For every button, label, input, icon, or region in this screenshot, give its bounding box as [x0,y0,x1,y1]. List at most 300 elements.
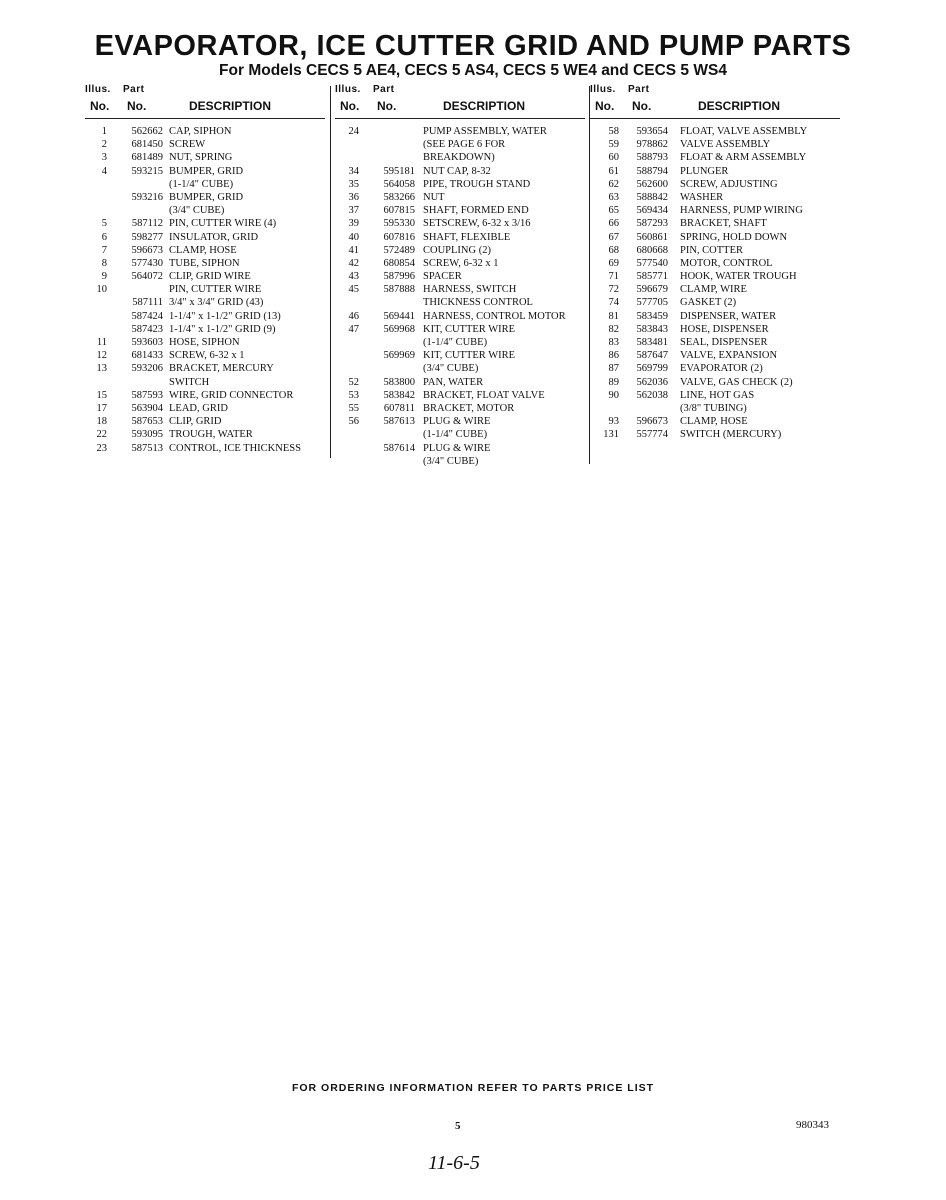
part-number: 587647 [636,350,668,362]
table-row [85,323,325,336]
table-row [85,376,325,389]
part-description: TUBE, SIPHON [169,257,240,269]
illus-number: 59 [608,139,619,151]
part-description: NUT, SPRING [169,152,233,164]
part-number: 562600 [636,178,668,190]
table-row [85,310,325,323]
part-description: CLAMP, HOSE [680,416,748,428]
table-row [335,389,585,402]
part-no-header: No. [632,99,652,113]
table-row [85,165,325,178]
part-description: (1-1/4" CUBE) [169,178,234,190]
illus-number: 3 [101,152,107,164]
part-number: 587293 [636,218,668,230]
table-row [590,125,840,138]
table-row [590,257,840,270]
table-row [85,231,325,244]
part-number: 587996 [383,271,415,283]
part-description: PIN, CUTTER WIRE (4) [169,218,277,230]
part-header: Part [123,84,145,95]
part-description: HOSE, DISPENSER [680,323,769,335]
part-no-header: No. [127,99,147,113]
illus-number: 46 [348,310,359,322]
table-row [85,191,325,204]
illus-number: 56 [348,416,359,428]
illus-number: 60 [608,152,619,164]
illus-number: 45 [348,284,359,296]
handwritten-note: 11-6-5 [428,1152,480,1174]
part-description: DISPENSER, WATER [680,310,777,322]
part-description: LEAD, GRID [169,402,228,414]
part-number: 585771 [636,271,668,283]
part-number: 587593 [131,389,163,401]
illus-number: 1 [101,126,107,137]
table-row [85,257,325,270]
part-number: 564058 [383,178,415,190]
table-row [335,165,585,178]
illus-header: Illus. [590,84,616,95]
part-number: 562036 [636,376,668,388]
illus-number: 35 [348,178,359,190]
table-row [335,244,585,257]
part-number: 587888 [383,284,415,296]
parts-list [335,125,585,468]
part-description: KIT, CUTTER WIRE [423,323,516,335]
part-description: CLAMP, HOSE [169,244,237,256]
table-row [590,362,840,375]
table-row [335,231,585,244]
table-row [335,323,585,336]
table-row [85,151,325,164]
illus-number: 2 [101,139,107,151]
illus-number: 39 [348,218,359,230]
table-row [335,257,585,270]
table-row [590,178,840,191]
part-number: 596679 [636,284,668,296]
table-row [590,310,840,323]
part-description: FLOAT & ARM ASSEMBLY [680,152,807,164]
table-row [335,442,585,455]
table-row [85,283,325,296]
column-header [85,84,325,119]
table-row [85,349,325,362]
table-row [590,349,840,362]
illus-number: 37 [348,205,359,217]
table-row [590,323,840,336]
parts-column-2 [335,84,585,468]
illus-number: 17 [96,402,107,414]
table-row [335,217,585,230]
table-row [335,376,585,389]
part-number: 587424 [131,310,163,322]
part-description: PLUG & WIRE [423,442,491,454]
part-number: 564072 [131,271,163,283]
illus-number: 131 [603,429,619,441]
part-description: PLUNGER [680,165,729,177]
table-row [85,336,325,349]
illus-number: 52 [348,376,359,388]
part-number: 680854 [383,257,415,269]
table-row [590,296,840,309]
part-description: SWITCH [169,376,210,388]
part-description: CAP, SIPHON [169,126,232,137]
table-row [85,138,325,151]
table-row [590,191,840,204]
part-number: 595181 [383,165,415,177]
part-description: LINE, HOT GAS [680,389,755,401]
part-number: 569969 [383,350,415,362]
part-description: BRACKET, MERCURY [169,363,274,375]
description-header: DESCRIPTION [443,99,526,113]
illus-number: 23 [96,442,107,454]
part-number: 569434 [636,205,668,217]
table-row [335,336,585,349]
illus-no-header: No. [90,99,110,113]
illus-number: 5 [101,218,107,230]
part-description: PUMP ASSEMBLY, WATER [423,126,547,137]
part-number: 607811 [383,402,415,414]
illus-number: 10 [96,284,107,296]
illus-number: 72 [608,284,619,296]
illus-number: 71 [608,271,619,283]
part-number: 587653 [131,416,163,428]
column-header [335,84,585,119]
illus-number: 24 [348,126,359,137]
part-number: 577430 [131,257,163,269]
illus-number: 4 [101,165,107,177]
part-description: CLAMP, WIRE [680,284,747,296]
parts-list [85,125,325,455]
part-number: 588793 [636,152,668,164]
illus-number: 93 [608,416,619,428]
part-description: SEAL, DISPENSER [680,337,768,348]
part-number: 596673 [636,416,668,428]
illus-number: 55 [348,402,359,414]
illus-number: 36 [348,191,359,203]
table-row [590,165,840,178]
table-row [335,349,585,362]
table-row [590,217,840,230]
illus-number: 65 [608,205,619,217]
table-row [335,283,585,296]
part-description: PLUG & WIRE [423,416,491,428]
part-number: 583842 [383,389,415,401]
table-row [335,310,585,323]
part-number: 593603 [131,337,163,348]
part-number: 680668 [636,244,668,256]
illus-number: 58 [608,126,619,137]
illus-number: 9 [101,271,107,283]
part-description: MOTOR, CONTROL [680,257,773,269]
description-header: DESCRIPTION [189,99,272,113]
part-description: VALVE, EXPANSION [680,350,778,362]
table-row [590,415,840,428]
table-row [85,296,325,309]
table-row [590,389,840,402]
part-number: 587423 [131,323,163,335]
part-description: INSULATOR, GRID [169,231,259,243]
part-number: 598277 [131,231,163,243]
part-number: 560861 [636,231,668,243]
part-description: BUMPER, GRID [169,165,244,177]
models-subtitle: For Models CECS 5 AE4, CECS 5 AS4, CECS 5 WE4 and CECS 5 WS4 [219,62,727,79]
part-description: PAN, WATER [423,376,484,388]
part-number: 587111 [132,297,163,309]
part-description: SPRING, HOLD DOWN [680,231,788,243]
part-description: PIPE, TROUGH STAND [423,178,531,190]
part-description: KIT, CUTTER WIRE [423,350,516,362]
table-row [335,362,585,375]
part-description: SCREW, 6-32 x 1 [423,257,499,269]
part-number: 583800 [383,376,415,388]
page-number: 5 [455,1120,461,1132]
part-number: 562662 [131,126,163,137]
illus-number: 83 [608,337,619,348]
illus-number: 82 [608,323,619,335]
illus-number: 67 [608,231,619,243]
illus-number: 47 [348,323,359,335]
table-row [590,244,840,257]
part-number: 588842 [636,191,668,203]
part-description: HOSE, SIPHON [169,337,240,348]
part-description: NUT CAP, 8-32 [423,165,491,177]
part-number: 577705 [636,297,668,309]
part-description: SPACER [423,271,462,283]
parts-column-1 [85,84,325,455]
table-row [85,217,325,230]
column-header [590,84,840,119]
illus-number: 41 [348,244,359,256]
part-description: SCREW, ADJUSTING [680,178,778,190]
part-description: THICKNESS CONTROL [423,297,533,309]
table-row [590,151,840,164]
part-number: 681489 [131,152,163,164]
illus-number: 34 [348,165,359,177]
part-description: (SEE PAGE 6 FOR [423,139,506,151]
illus-number: 87 [608,363,619,375]
table-row [85,389,325,402]
part-number: 593654 [636,126,668,137]
illus-number: 81 [608,310,619,322]
part-number: 587513 [131,442,163,454]
table-row [85,428,325,441]
part-number: 595330 [383,218,415,230]
part-description: TROUGH, WATER [169,429,253,441]
table-row [590,336,840,349]
part-description: WIRE, GRID CONNECTOR [169,389,294,401]
part-description: EVAPORATOR (2) [680,363,763,375]
description-header: DESCRIPTION [698,99,781,113]
illus-number: 66 [608,218,619,230]
illus-number: 61 [608,165,619,177]
illus-number: 43 [348,271,359,283]
part-number: 562038 [636,389,668,401]
table-row [85,270,325,283]
illus-number: 90 [608,389,619,401]
illus-no-header: No. [595,99,615,113]
part-number: 587614 [383,442,415,454]
table-row [85,442,325,455]
part-description: GASKET (2) [680,297,737,309]
part-no-header: No. [377,99,397,113]
table-row [335,178,585,191]
part-description: (3/8" TUBING) [680,402,747,414]
table-row [335,455,585,468]
illus-number: 15 [96,389,107,401]
parts-list [590,125,840,442]
part-description: CLIP, GRID [169,416,222,428]
part-number: 569441 [383,310,415,322]
illus-number: 6 [101,231,107,243]
part-description: SHAFT, FLEXIBLE [423,231,511,243]
illus-number: 13 [96,363,107,375]
part-description: (3/4" CUBE) [169,205,225,217]
part-number: 587613 [383,416,415,428]
part-number: 569968 [383,323,415,335]
illus-number: 62 [608,178,619,190]
part-description: HARNESS, PUMP WIRING [680,205,803,217]
part-description: BUMPER, GRID [169,191,244,203]
table-row [590,376,840,389]
part-description: (1-1/4" CUBE) [423,337,488,348]
table-row [590,231,840,244]
table-row [590,402,840,415]
part-description: 1-1/4" x 1-1/2" GRID (9) [169,323,276,335]
part-number: 563904 [131,402,163,414]
table-row [85,402,325,415]
part-description: SHAFT, FORMED END [423,205,529,217]
illus-number: 8 [101,257,107,269]
illus-number: 7 [101,244,107,256]
part-description: 3/4" x 3/4" GRID (43) [169,297,264,309]
part-number: 681433 [131,350,163,362]
table-row [85,204,325,217]
part-number: 607816 [383,231,415,243]
table-row [335,191,585,204]
parts-column-3 [590,84,840,442]
document-number: 980343 [796,1119,829,1131]
part-description: (3/4" CUBE) [423,455,479,467]
part-number: 557774 [636,429,668,441]
part-number: 593215 [131,165,163,177]
part-description: PIN, CUTTER WIRE [169,284,262,296]
table-row [335,204,585,217]
ordering-note: FOR ORDERING INFORMATION REFER TO PARTS PRICE LIST [291,1082,655,1094]
part-number: 607815 [383,205,415,217]
table-row [590,270,840,283]
illus-number: 74 [608,297,619,309]
illus-number: 68 [608,244,619,256]
part-description: (1-1/4" CUBE) [423,429,488,441]
part-description: HARNESS, CONTROL MOTOR [423,310,566,322]
illus-number: 63 [608,191,619,203]
part-header: Part [373,84,395,95]
table-row [335,402,585,415]
part-description: SETSCREW, 6-32 x 3/16 [423,218,531,230]
part-number: 569799 [636,363,668,375]
part-number: 588794 [636,165,668,177]
part-description: HOOK, WATER TROUGH [680,271,797,283]
part-description: COUPLING (2) [423,244,491,256]
table-row [590,138,840,151]
part-number: 593095 [131,429,163,441]
table-row [590,204,840,217]
illus-number: 40 [348,231,359,243]
table-row [85,244,325,257]
table-row [335,151,585,164]
part-header: Part [628,84,650,95]
part-description: FLOAT, VALVE ASSEMBLY [680,126,808,137]
table-row [85,125,325,138]
table-row [335,428,585,441]
part-number: 593216 [131,191,163,203]
part-number: 681450 [131,139,163,151]
part-description: BRACKET, SHAFT [680,218,767,230]
illus-number: 89 [608,376,619,388]
part-description: VALVE ASSEMBLY [680,139,771,151]
illus-number: 18 [96,416,107,428]
part-number: 583459 [636,310,668,322]
table-row [85,362,325,375]
illus-number: 11 [96,337,107,348]
illus-number: 22 [96,429,107,441]
part-description: VALVE, GAS CHECK (2) [680,376,793,388]
part-number: 572489 [383,244,415,256]
illus-header: Illus. [335,84,361,95]
table-row [335,125,585,138]
table-row [590,428,840,441]
part-description: NUT [423,191,445,203]
illus-number: 69 [608,257,619,269]
part-description: CLIP, GRID WIRE [169,271,251,283]
part-number: 587112 [131,218,163,230]
page-title: EVAPORATOR, ICE CUTTER GRID AND PUMP PARTS [94,30,852,62]
part-description: SCREW, 6-32 x 1 [169,350,245,362]
column-divider [330,86,331,458]
illus-number: 42 [348,257,359,269]
part-number: 583481 [636,337,668,348]
part-number: 583843 [636,323,668,335]
part-number: 978862 [636,139,668,151]
illus-header: Illus. [85,84,111,95]
table-row [590,283,840,296]
table-row [335,270,585,283]
part-description: HARNESS, SWITCH [423,284,517,296]
illus-number: 53 [348,389,359,401]
part-number: 593206 [131,363,163,375]
table-row [85,178,325,191]
part-number: 577540 [636,257,668,269]
illus-number: 86 [608,350,619,362]
table-row [335,138,585,151]
part-description: PIN, COTTER [680,244,743,256]
part-description: (3/4" CUBE) [423,363,479,375]
illus-number: 12 [96,350,107,362]
table-row [335,415,585,428]
table-row [335,296,585,309]
part-description: SCREW [169,139,206,151]
part-description: SWITCH (MERCURY) [680,429,782,441]
part-description: WASHER [680,191,724,203]
part-description: BRACKET, FLOAT VALVE [423,389,545,401]
part-description: BRACKET, MOTOR [423,402,515,414]
part-description: CONTROL, ICE THICKNESS [169,442,301,454]
part-description: 1-1/4" x 1-1/2" GRID (13) [169,310,281,322]
part-number: 583266 [383,191,415,203]
part-number: 596673 [131,244,163,256]
illus-no-header: No. [340,99,360,113]
table-row [85,415,325,428]
